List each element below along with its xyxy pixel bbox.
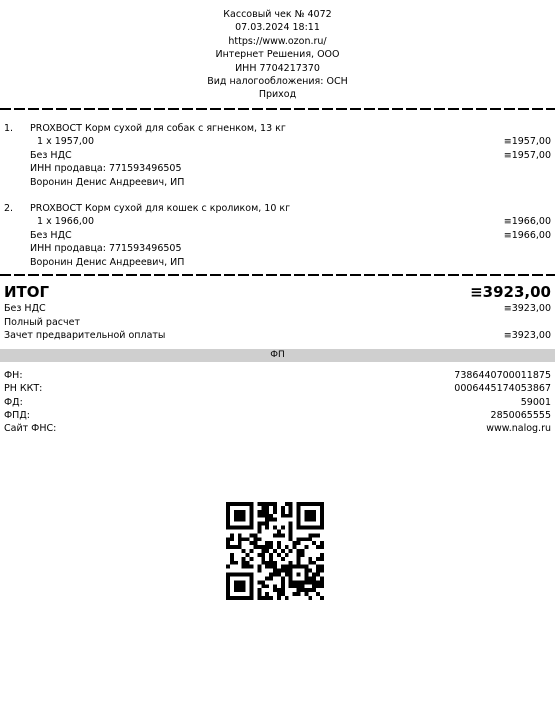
item-vat-label: Без НДС <box>30 229 72 241</box>
total-label: ИТОГ <box>4 283 50 301</box>
receipt-item <box>0 202 555 269</box>
prepaid-label: Зачет предварительной оплаты <box>4 330 166 341</box>
qr-code-icon <box>226 502 324 600</box>
item-name: PROXBOCT Корм сухой для собак с ягненком, 13 кг <box>30 123 286 134</box>
item-qty-total: ≡1966,00 <box>503 216 551 228</box>
prepaid-row <box>4 329 551 342</box>
fn-label: ФН: <box>4 370 23 381</box>
item-qty: 1 x 1966,00 <box>37 216 94 228</box>
payment-type-row <box>4 316 551 329</box>
fns-site-label: Сайт ФНС: <box>4 423 57 434</box>
rn-label: РН ККТ: <box>4 383 43 394</box>
total-vat-amount: ≡3923,00 <box>503 303 551 314</box>
company-inn: ИНН 7704217370 <box>235 62 320 74</box>
fp-section-bar: ФП <box>0 349 555 362</box>
fd-label: ФД: <box>4 397 23 408</box>
rn-value: 0006445174053867 <box>454 383 551 394</box>
divider-top <box>0 106 555 112</box>
fpd-row <box>4 409 551 422</box>
fn-row <box>4 369 551 382</box>
operation-type: Приход <box>258 89 297 101</box>
item-number: 2. <box>4 203 14 214</box>
rn-row <box>4 382 551 395</box>
fns-site-value: www.nalog.ru <box>486 423 551 434</box>
tax-system: Вид налогообложения: ОСН <box>207 75 348 87</box>
receipt-item <box>0 122 555 189</box>
fd-value: 59001 <box>520 397 551 408</box>
item-seller: Воронин Денис Андреевич, ИП <box>30 256 185 268</box>
receipt-datetime: 07.03.2024 18:11 <box>235 22 320 34</box>
item-qty-total: ≡1957,00 <box>503 136 551 148</box>
item-seller-inn: ИНН продавца: 771593496505 <box>30 163 182 175</box>
total-vat-label: Без НДС <box>4 303 46 314</box>
fn-value: 7386440700011875 <box>454 370 551 381</box>
total-row <box>4 283 551 303</box>
item-seller-inn: ИНН продавца: 771593496505 <box>30 243 182 255</box>
company-name: Интернет Решения, ООО <box>215 49 340 61</box>
fd-row <box>4 396 551 409</box>
receipt-title: Кассовый чек № 4072 <box>223 9 332 20</box>
item-vat-label: Без НДС <box>30 149 72 161</box>
item-name: PROXBOCT Корм сухой для кошек с кроликом, 10 кг <box>30 203 291 214</box>
total-vat-row <box>4 302 551 315</box>
item-vat-amount: ≡1957,00 <box>503 149 551 161</box>
item-number: 1. <box>4 123 14 134</box>
divider-total <box>0 272 555 278</box>
payment-type: Полный расчет <box>4 317 80 328</box>
item-seller: Воронин Денис Андреевич, ИП <box>30 176 185 188</box>
fpd-label: ФПД: <box>4 410 30 421</box>
prepaid-amount: ≡3923,00 <box>503 330 551 341</box>
item-qty: 1 x 1957,00 <box>37 136 94 148</box>
receipt-header <box>0 8 555 102</box>
fns-site-row <box>4 422 551 435</box>
total-value: ≡3923,00 <box>470 283 551 301</box>
receipt-site: https://www.ozon.ru/ <box>228 35 327 47</box>
fpd-value: 2850065555 <box>490 410 551 421</box>
item-vat-amount: ≡1966,00 <box>503 229 551 241</box>
